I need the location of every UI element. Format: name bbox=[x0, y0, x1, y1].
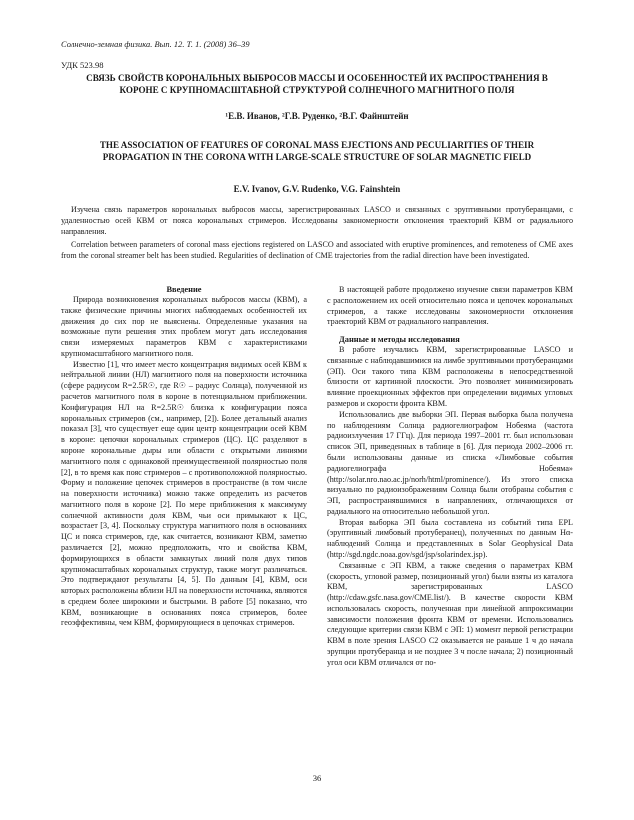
section-heading-introduction: Введение bbox=[166, 285, 202, 294]
methods-paragraph-1: В работе изучались КВМ, зарегистрированные LASCO и связанные с наблюдавшимися на лимбе эруптивными протуберанцами (ЭП). Оси такого типа КВМ расположены в непосредственной близости от картинной плоскости. Это позволяет минимизировать влияние проекционных эффектов при определении видимых угловых размеров и скорости фронта КВМ. bbox=[327, 345, 573, 409]
authors-english: E.V. Ivanov, G.V. Rudenko, V.G. Fainshtein bbox=[233, 184, 401, 194]
udk-code: УДК 523.98 bbox=[61, 60, 104, 70]
methods-paragraph-2: Использовались две выборки ЭП. Первая выборка была получена по наблюдениям Солнца радиогелиографом Нобеяма (частота радиоизлучения 17 ГГц). Для периода 1997–2001 гг. был использован список ЭП, приведенных в таблице в [6]. Для периода 2002–2006 гг. были использованы данные из списка «Лимбовые события радиогелиографа Нобеяма» (http://solar.nro.nao.ac.jp/norh/html/prominence/). Из этого списка визуально по радиоизображениям Солнца были отобраны события с ЭП, распространявшимися в направлениях, отличающихся от радиального на относительно небольшой угол. bbox=[327, 409, 573, 516]
title-english: THE ASSOCIATION OF FEATURES OF CORONAL MASS EJECTIONS AND PECULIARITIES OF THEIR PROPAGATION IN THE CORONA WITH LARGE-SCALE STRUCTURE OF SOLAR MAGNETIC FIELD bbox=[99, 140, 535, 162]
right-column bbox=[327, 285, 573, 669]
abstract-english: Correlation between parameters of coronal mass ejections registered on LASCO and associated with eruptive prominences, and remoteness of CME axes from the coronal streamer belt has been studied. Regularities of declination of CME trajectories from the radial direction have been investigated. bbox=[61, 240, 573, 260]
intro-paragraph-2: Известно [1], что имеет место концентрация видимых осей КВМ к нейтральной линии (НЛ) магнитного поля на поверхности источника (сфере радиусом R=2.5R☉, где R☉ – радиус Солнца), полученной из расчетов магнитного поля в короне в потенциальном приближении. Конфигурация НЛ на R=2.5R☉ близка к конфигурации пояса корональных стримеров (см., например, [2]). Более детальный анализ показал [3], что существует еще один центр концентрации осей КВМ в короне: цепочки корональных стримеров (ЦС). ЦС разделяют в короне корональные дыры или области с открытыми линиями магнитного поля с одинаковой преимущественной полярностью поля [2], в то время как пояс стримеров – с противоположной полярностью. Форму и положение цепочек стримеров в пространстве (в том числе на поверхности источника) можно также определить из расчетов магнитного поля в короне [2]. По мере приближения к максимуму солнечной активности доля КВМ, чьи оси примыкают к ЦС, возрастает [3, 4]. Поскольку структура магнитного поля в основаниях ЦС и пояса стримеров, где, как считается, возникают КВМ, заметно различается [2], можно предположить, что и свойства КВМ, формирующихся в области замкнутых линий поля двух типов крупномасштабных корональных структур, также могут различаться. Это подтверждают результаты [4, 5]. По данным [4], КВМ, оси которых расположены вблизи НЛ на поверхности источника, являются в среднем более широкими и быстрыми. В работе [5] показано, что КВМ, возникающие в основаниях пояса стримеров, более геоэффективны, чем КВМ, формирующиеся в цепочках стримеров. bbox=[61, 359, 307, 628]
journal-header: Солнечно-земная физика. Вып. 12. Т. 1. (2008) 36–39 bbox=[61, 40, 250, 49]
intro-paragraph-3: В настоящей работе продолжено изучение связи параметров КВМ с расположением их осей относительно пояса и цепочек корональных стримеров, а также исследованы закономерности отклонения траекторий КВМ от радиального направления. bbox=[327, 285, 573, 327]
methods-paragraph-3: Вторая выборка ЭП была составлена из событий типа EPL (эруптивный лимбовый протуберанец), полученных по данным Hα-наблюдений Солнца и представленных в Solar Geophysical Data (http://sgd.ngdc.noaa.gov/sgd/jsp/solarindex.jsp). bbox=[327, 517, 573, 559]
section-heading-methods: Данные и методы исследования bbox=[339, 335, 460, 345]
left-column bbox=[61, 284, 307, 629]
methods-paragraph-4: Связанные с ЭП КВМ, а также сведения о параметрах КВМ (скорость, угловой размер, позиционный угол) были взяты из каталога КВМ, зарегистрированных LASCO (http://cdaw.gsfc.nasa.gov/CME.list/). В качестве скорости КВМ использовалась скорость, полученная при линейной аппроксимации зависимости положения фронта КВМ от времени. Использовались следующие критерии связи КВМ с ЭП: 1) момент первой регистрации КВМ в поле зрения LASCO C2 оказывается не раньше 1 ч до начала эрупции протуберанца и не позднее 3 ч после начала; 2) позиционный угол оси КВМ отличался от по- bbox=[327, 560, 573, 667]
authors-russian: ¹Е.В. Иванов, ²Г.В. Руденко, ²В.Г. Файнштейн bbox=[225, 111, 409, 121]
title-russian: СВЯЗЬ СВОЙСТВ КОРОНАЛЬНЫХ ВЫБРОСОВ МАССЫ И ОСОБЕННОСТЕЙ ИХ РАСПРОСТРАНЕНИЯ В КОРОНЕ С КРУПНОМАСШТАБНОЙ СТРУКТУРОЙ СОЛНЕЧНОГО МАГНИТНОГО ПОЛЯ bbox=[86, 73, 548, 95]
intro-paragraph-1: Природа возникновения корональных выбросов массы (КВМ), а также физические причины многих наблюдаемых особенностей их движения до сих пор не выяснены. Определенные указания на возможные пути решения этих проблем могут дать исследования связи измеряемых параметров КВМ с характеристиками крупномасштабного магнитного поля. bbox=[61, 295, 307, 358]
page-number: 36 bbox=[312, 773, 322, 783]
abstract-russian: Изучена связь параметров корональных выбросов массы, зарегистрированных LASCO и связанных с эруптивными протуберанцами, с удаленностью осей КВМ от пояса корональных стримеров. Исследованы закономерности отклонения траекторий КВМ от радиального направления. bbox=[61, 205, 573, 236]
